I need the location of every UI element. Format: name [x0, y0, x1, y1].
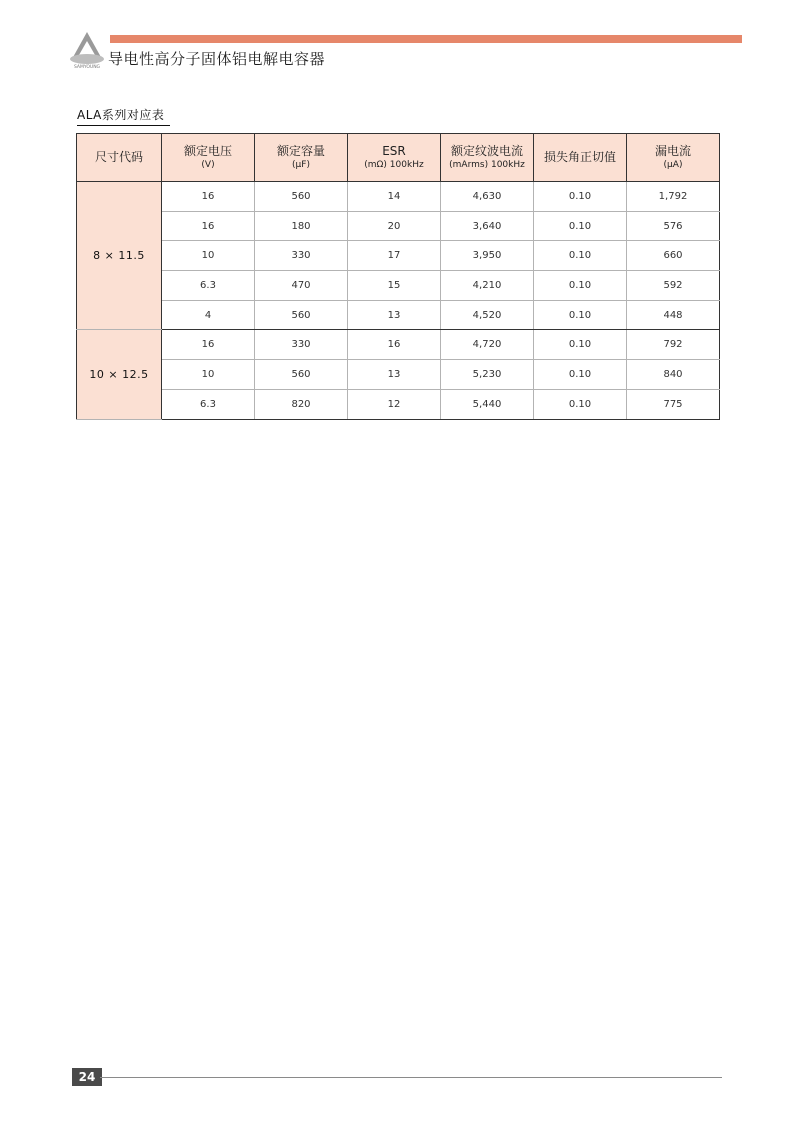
- specification-table: [76, 133, 720, 420]
- voltage-cell: 4: [162, 300, 255, 330]
- capacitance-cell: 560: [255, 360, 348, 390]
- voltage-cell: 10: [162, 360, 255, 390]
- size-code-cell: 8 × 11.5: [77, 182, 162, 330]
- voltage-cell: 16: [162, 330, 255, 360]
- header-size-code: 尺寸代码: [77, 134, 162, 182]
- table-row: [77, 360, 720, 390]
- capacitance-cell: 180: [255, 211, 348, 241]
- document-title: 导电性高分子固体铝电解电容器: [108, 50, 326, 68]
- capacitance-cell: 330: [255, 330, 348, 360]
- header-esr: ESR (mΩ) 100kHz: [348, 134, 441, 182]
- leakage-cell: 660: [627, 241, 720, 271]
- leakage-cell: 448: [627, 300, 720, 330]
- esr-cell: 12: [348, 389, 441, 419]
- ripple-cell: 5,440: [441, 389, 534, 419]
- ripple-cell: 5,230: [441, 360, 534, 390]
- leakage-cell: 792: [627, 330, 720, 360]
- tangent-cell: 0.10: [534, 360, 627, 390]
- esr-cell: 15: [348, 271, 441, 301]
- header-tangent: 损失角正切值: [534, 134, 627, 182]
- voltage-cell: 10: [162, 241, 255, 271]
- capacitance-cell: 560: [255, 300, 348, 330]
- tangent-cell: 0.10: [534, 241, 627, 271]
- capacitance-cell: 470: [255, 271, 348, 301]
- esr-cell: 14: [348, 182, 441, 212]
- samyoung-logo-icon: [66, 28, 108, 70]
- ripple-cell: 3,640: [441, 211, 534, 241]
- voltage-cell: 6.3: [162, 389, 255, 419]
- header-rated-capacitance: 额定容量 (μF): [255, 134, 348, 182]
- header-accent-bar: [110, 35, 742, 43]
- tangent-cell: 0.10: [534, 300, 627, 330]
- esr-cell: 16: [348, 330, 441, 360]
- capacitance-cell: 820: [255, 389, 348, 419]
- voltage-cell: 16: [162, 211, 255, 241]
- esr-cell: 13: [348, 360, 441, 390]
- table-row: [77, 330, 720, 360]
- leakage-cell: 592: [627, 271, 720, 301]
- tangent-cell: 0.10: [534, 182, 627, 212]
- tangent-cell: 0.10: [534, 330, 627, 360]
- esr-cell: 20: [348, 211, 441, 241]
- header-leakage-current: 漏电流 (μA): [627, 134, 720, 182]
- header-ripple-current: 额定纹波电流 (mArms) 100kHz: [441, 134, 534, 182]
- tangent-cell: 0.10: [534, 271, 627, 301]
- ripple-cell: 4,520: [441, 300, 534, 330]
- header-rated-voltage: 额定电压 (V): [162, 134, 255, 182]
- voltage-cell: 16: [162, 182, 255, 212]
- esr-cell: 17: [348, 241, 441, 271]
- ripple-cell: 4,720: [441, 330, 534, 360]
- ripple-cell: 3,950: [441, 241, 534, 271]
- capacitance-cell: 560: [255, 182, 348, 212]
- page-number: 24: [72, 1068, 102, 1086]
- ripple-cell: 4,630: [441, 182, 534, 212]
- leakage-cell: 1,792: [627, 182, 720, 212]
- table-row: [77, 211, 720, 241]
- brand-text: SAMYOUNG: [73, 65, 101, 70]
- table-row: [77, 271, 720, 301]
- leakage-cell: 840: [627, 360, 720, 390]
- section-title: ALA系列对应表: [77, 106, 170, 126]
- capacitance-cell: 330: [255, 241, 348, 271]
- leakage-cell: 775: [627, 389, 720, 419]
- esr-cell: 13: [348, 300, 441, 330]
- tangent-cell: 0.10: [534, 211, 627, 241]
- table-row: [77, 241, 720, 271]
- size-code-cell: 10 × 12.5: [77, 330, 162, 419]
- ripple-cell: 4,210: [441, 271, 534, 301]
- table-row: [77, 182, 720, 212]
- leakage-cell: 576: [627, 211, 720, 241]
- tangent-cell: 0.10: [534, 389, 627, 419]
- table-row: [77, 300, 720, 330]
- table-header-row: [77, 134, 720, 182]
- table-row: [77, 389, 720, 419]
- voltage-cell: 6.3: [162, 271, 255, 301]
- footer-divider: [100, 1077, 722, 1078]
